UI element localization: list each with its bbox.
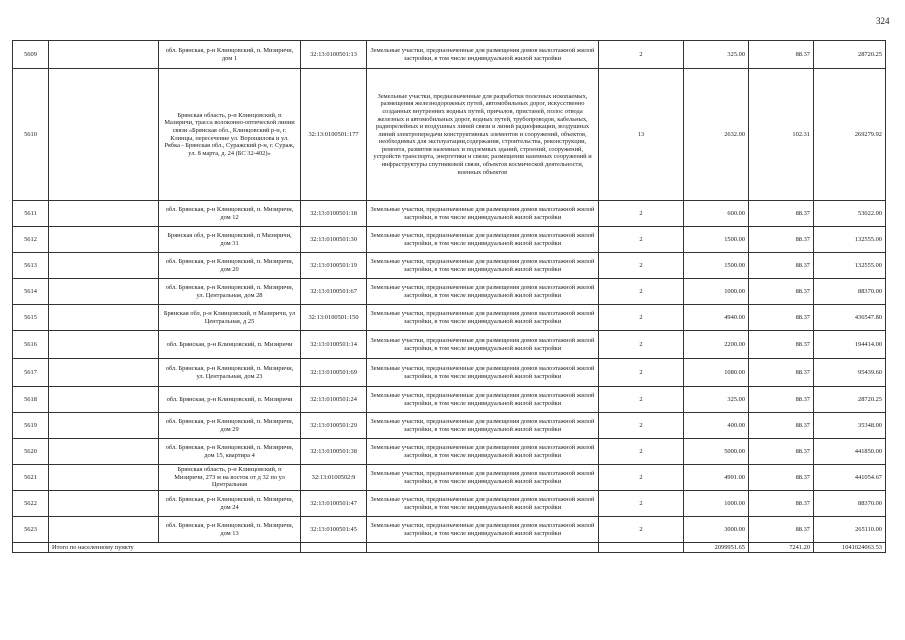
row-rate: 102.31 <box>749 69 814 201</box>
row-rate: 88.37 <box>749 491 814 517</box>
table-row <box>13 253 886 279</box>
row-use-code: 2 <box>599 201 684 227</box>
row-cadastral-number: 32:13:0100501:47 <box>301 491 367 517</box>
row-rate: 88.37 <box>749 517 814 543</box>
total-value: 1041024063.53 <box>814 543 886 553</box>
row-address: обл. Брянская, р-н Клинцовский, п. Мизиричи, дом 20 <box>159 253 301 279</box>
row-use-code: 2 <box>599 279 684 305</box>
row-number: 5615 <box>13 305 49 331</box>
row-land-use: Земельные участки, предназначенные для размещения домов малоэтажной жилой застройки, в том числе индивидуальной жилой застройки <box>367 517 599 543</box>
table-row <box>13 517 886 543</box>
row-cadastral-number: 32:13:0100501:69 <box>301 359 367 387</box>
table-row <box>13 305 886 331</box>
row-use-code: 2 <box>599 439 684 465</box>
row-number: 5620 <box>13 439 49 465</box>
row-rate: 88.37 <box>749 387 814 413</box>
row-address: обл. Брянская, р-н Клинцовский, п. Мизиричи <box>159 387 301 413</box>
row-cadastral-number: 32:13:0100501:19 <box>301 253 367 279</box>
row-land-use: Земельные участки, предназначенные для размещения домов малоэтажной жилой застройки, в том числе индивидуальной жилой застройки <box>367 387 599 413</box>
row-cadastral-number: 32:13:0100501:24 <box>301 387 367 413</box>
row-number: 5612 <box>13 227 49 253</box>
row-area: 1080.00 <box>684 359 749 387</box>
row-use-code: 2 <box>599 465 684 491</box>
row-number: 5618 <box>13 387 49 413</box>
table-row <box>13 69 886 201</box>
row-address: Брянская область, р-н Клинцовский, п Мазиричи, трасса волоконно-оптической линии связи «Брянская обл., Клинцовский р-н, г. Клинцы, пересечение ул. Ворошилова и ул. Рябка - Брянская обл., Суражский р-н, г. Сураж, ул. 8 марта, д. 24 (БС 32-402)» <box>159 69 301 201</box>
row-land-use: Земельные участки, предназначенные для размещения домов малоэтажной жилой застройки, в том числе индивидуальной жилой застройки <box>367 465 599 491</box>
row-rate: 88.37 <box>749 253 814 279</box>
row-number: 5614 <box>13 279 49 305</box>
row-cadastral-number: 32:13:0100501:38 <box>301 439 367 465</box>
row-cadastral-value: 88370.00 <box>814 279 886 305</box>
row-cadastral-value: 194414.00 <box>814 331 886 359</box>
row-number: 5623 <box>13 517 49 543</box>
row-area: 5000.00 <box>684 439 749 465</box>
row-use-code: 2 <box>599 413 684 439</box>
row-rate: 88.37 <box>749 41 814 69</box>
row-rate: 88.37 <box>749 465 814 491</box>
row-cadastral-number: 32:13:0100501:14 <box>301 331 367 359</box>
row-cadastral-number: 32:13:0100501:177 <box>301 69 367 201</box>
row-use-code: 2 <box>599 331 684 359</box>
row-number: 5609 <box>13 41 49 69</box>
row-address: обл. Брянская, р-н Клинцовский, п. Мизиричи, дом 24 <box>159 491 301 517</box>
row-cadastral-value: 436547.80 <box>814 305 886 331</box>
land-registry-table <box>12 40 886 553</box>
row-area: 4940.00 <box>684 305 749 331</box>
row-cadastral-number: 32:13:0100501:150 <box>301 305 367 331</box>
table-row <box>13 331 886 359</box>
row-area: 325.00 <box>684 41 749 69</box>
table-row <box>13 279 886 305</box>
row-number: 5611 <box>13 201 49 227</box>
table-body <box>13 41 886 543</box>
table-row <box>13 227 886 253</box>
row-area: 1500.00 <box>684 227 749 253</box>
row-number: 5621 <box>13 465 49 491</box>
row-land-use: Земельные участки, предназначенные для размещения домов малоэтажной жилой застройки, в том числе индивидуальной жилой застройки <box>367 359 599 387</box>
row-land-use: Земельные участки, предназначенные для размещения домов малоэтажной жилой застройки, в том числе индивидуальной жилой застройки <box>367 331 599 359</box>
row-cadastral-number: 32:13:0100501:67 <box>301 279 367 305</box>
row-area: 600.00 <box>684 201 749 227</box>
row-cadastral-number: 32:13:0100501:18 <box>301 201 367 227</box>
row-cadastral-value: 53022.00 <box>814 201 886 227</box>
row-rate: 88.37 <box>749 227 814 253</box>
row-area: 2200.00 <box>684 331 749 359</box>
row-number: 5616 <box>13 331 49 359</box>
row-number: 5610 <box>13 69 49 201</box>
row-cadastral-value: 132555.00 <box>814 253 886 279</box>
row-cadastral-value: 269279.92 <box>814 69 886 201</box>
row-land-use: Земельные участки, предназначенные для размещения домов малоэтажной жилой застройки, в том числе индивидуальной жилой застройки <box>367 439 599 465</box>
row-area: 2632.00 <box>684 69 749 201</box>
row-use-code: 2 <box>599 41 684 69</box>
row-cadastral-value: 132555.00 <box>814 227 886 253</box>
row-area: 400.00 <box>684 413 749 439</box>
row-land-use: Земельные участки, предназначенные для размещения домов малоэтажной жилой застройки, в том числе индивидуальной жилой застройки <box>367 413 599 439</box>
table-row <box>13 387 886 413</box>
row-cadastral-number: 32:13:0100501:13 <box>301 41 367 69</box>
row-use-code: 2 <box>599 253 684 279</box>
row-address: обл. Брянская, р-н Клинцовский, п. Мизиричи, дом 1 <box>159 41 301 69</box>
row-address: обл. Брянская, р-н Клинцовский, п. Мизиричи, дом 12 <box>159 201 301 227</box>
row-address: обл. Брянская, р-н Клинцовский, п. Мизиричи, ул. Центральная, дом 28 <box>159 279 301 305</box>
row-number: 5613 <box>13 253 49 279</box>
row-area: 1000.00 <box>684 279 749 305</box>
row-use-code: 2 <box>599 491 684 517</box>
row-use-code: 2 <box>599 387 684 413</box>
row-cadastral-value: 88370.00 <box>814 491 886 517</box>
row-rate: 88.37 <box>749 439 814 465</box>
row-cadastral-value: 441054.67 <box>814 465 886 491</box>
row-rate: 88.37 <box>749 305 814 331</box>
row-rate: 88.37 <box>749 359 814 387</box>
row-rate: 88.37 <box>749 413 814 439</box>
table-row <box>13 439 886 465</box>
row-rate: 88.37 <box>749 279 814 305</box>
row-cadastral-value: 28720.25 <box>814 41 886 69</box>
row-land-use: Земельные участки, предназначенные для размещения домов малоэтажной жилой застройки, в том числе индивидуальной жилой застройки <box>367 253 599 279</box>
row-land-use: Земельные участки, предназначенные для размещения домов малоэтажной жилой застройки, в том числе индивидуальной жилой застройки <box>367 305 599 331</box>
row-address: Брянская область, р-н Клинцовский, п Мизиричи, 273 м на восток от д 32 по ул Центральная <box>159 465 301 491</box>
row-land-use: Земельные участки, предназначенные для размещения домов малоэтажной жилой застройки, в том числе индивидуальной жилой застройки <box>367 491 599 517</box>
row-address: обл. Брянская, р-н Клинцовский, п. Мизиричи, дом 15, квартира 4 <box>159 439 301 465</box>
row-rate: 88.37 <box>749 331 814 359</box>
row-rate: 88.37 <box>749 201 814 227</box>
row-use-code: 2 <box>599 517 684 543</box>
row-cadastral-value: 35348.00 <box>814 413 886 439</box>
row-cadastral-value: 265110.00 <box>814 517 886 543</box>
row-number: 5617 <box>13 359 49 387</box>
row-area: 3000.00 <box>684 517 749 543</box>
table-row <box>13 41 886 69</box>
row-use-code: 2 <box>599 227 684 253</box>
row-land-use: Земельные участки, предназначенные для размещения домов малоэтажной жилой застройки, в том числе индивидуальной жилой застройки <box>367 227 599 253</box>
row-use-code: 2 <box>599 305 684 331</box>
table-row <box>13 359 886 387</box>
row-cadastral-value: 28720.25 <box>814 387 886 413</box>
table-row <box>13 413 886 439</box>
row-land-use: Земельные участки, предназначенные для размещения домов малоэтажной жилой застройки, в том числе индивидуальной жилой застройки <box>367 41 599 69</box>
row-address: Брянская обл, р-н Клинцовский, п Мазиричи, ул Центральная, д 25 <box>159 305 301 331</box>
row-land-use: Земельные участки, предназначенные для разработки полезных ископаемых, размещения железнодорожных путей, автомобильных дорог, искусственно созданных внутренних водных путей, причалов, пристаней, полос отвода железных и автомобильных дорог, водных путей, трубопроводов, кабельных, радиорелейных и воздушных линий связи и линий радиофикации, воздушных линий электропередачи конструктивных элементов и сооружений, объектов, необходимых для эксплуатации,содержания, строительства, реконструкции, ремонта, развития наземных и подземных зданий, строений, сооружений, устройств транспорта, энергетики и связи; размещения наземных сооружений и инфраструктуры спутниковой связи, объектов космической деятельности, военных объектов <box>367 69 599 201</box>
table-row <box>13 465 886 491</box>
row-cadastral-number: 32:13:0100502:9 <box>301 465 367 491</box>
row-cadastral-number: 32:13:0100501:45 <box>301 517 367 543</box>
row-use-code: 2 <box>599 359 684 387</box>
total-label: Итого по населенному пункту <box>49 543 301 553</box>
row-land-use: Земельные участки, предназначенные для размещения домов малоэтажной жилой застройки, в том числе индивидуальной жилой застройки <box>367 279 599 305</box>
row-address: обл. Брянская, р-н Клинцовский, п. Мизиричи, ул. Центральная, дом 23 <box>159 359 301 387</box>
row-use-code: 13 <box>599 69 684 201</box>
table-row <box>13 491 886 517</box>
row-area: 1500.00 <box>684 253 749 279</box>
page-number: 324 <box>876 16 890 26</box>
row-area: 1000.00 <box>684 491 749 517</box>
row-cadastral-number: 32:13:0100501:29 <box>301 413 367 439</box>
row-land-use: Земельные участки, предназначенные для размещения домов малоэтажной жилой застройки, в том числе индивидуальной жилой застройки <box>367 201 599 227</box>
total-area: 2099951.65 <box>684 543 749 553</box>
row-address: Брянская обл, р-н Клинцовский, п Мизиричи, дом 31 <box>159 227 301 253</box>
row-cadastral-value: 95439.60 <box>814 359 886 387</box>
row-area: 4991.00 <box>684 465 749 491</box>
total-rate: 7241.20 <box>749 543 814 553</box>
row-cadastral-number: 32:13:0100501:30 <box>301 227 367 253</box>
row-number: 5622 <box>13 491 49 517</box>
row-address: обл. Брянская, р-н Клинцовский, п. Мизиричи, дом 13 <box>159 517 301 543</box>
total-row <box>13 543 886 553</box>
table-row <box>13 201 886 227</box>
row-address: обл. Брянская, р-н Клинцовский, п. Мизиричи, дом 29 <box>159 413 301 439</box>
row-cadastral-value: 441850.00 <box>814 439 886 465</box>
row-area: 325.00 <box>684 387 749 413</box>
row-number: 5619 <box>13 413 49 439</box>
row-address: обл. Брянская, р-н Клинцовский, п. Мизиричи <box>159 331 301 359</box>
